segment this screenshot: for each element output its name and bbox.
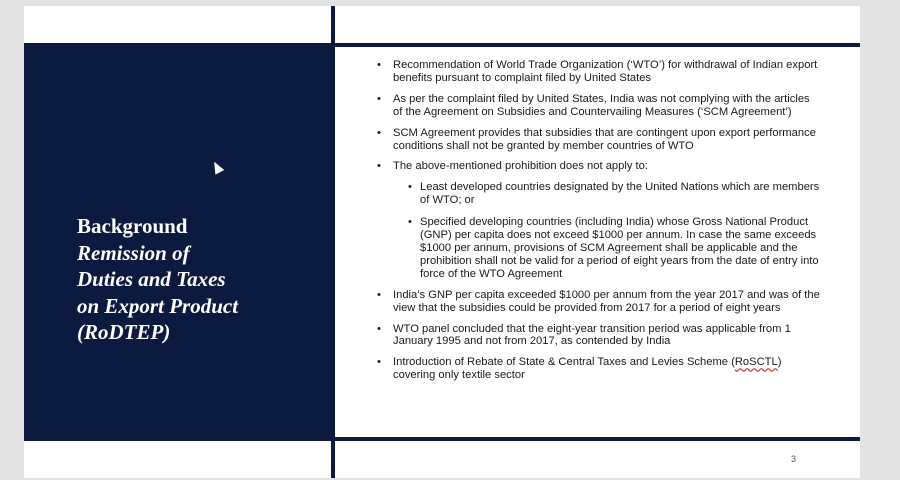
bullet-item [374, 356, 822, 382]
mouse-cursor-icon [210, 159, 224, 174]
bullet-content [374, 59, 822, 390]
title-panel [24, 43, 331, 441]
title-line-export-product: on Export Product [77, 293, 239, 318]
bottom-divider [335, 437, 860, 441]
bullet-item: • India’s GNP per capita exceeded $1000 per annum from the year 2017 and was of the view that the subsidies could be provided from 2017 for a period of eight years [374, 289, 822, 315]
bullet-list [374, 59, 822, 382]
top-divider [335, 43, 860, 47]
title-line-duties: Duties and Taxes [77, 267, 226, 291]
bullet-item-with-sublist [374, 160, 822, 280]
bullet-item: • WTO panel concluded that the eight-year transition period was applicable from 1 January 1995 and not from 2017, as contended by India [374, 323, 822, 349]
bullet-text: The above-mentioned prohibition does not apply to: [393, 160, 648, 173]
title-line-remission: Remission of [77, 240, 190, 265]
sub-bullet-item: • Specified developing countries (including India) whose Gross National Product (GNP) per capita does not exceed $1000 per annum. In case the same exceeds $1000 per annum, provisions of SCM Agreement shall be applicable and the prohibition shall not be valid for a period of eight years from the date of entry into force of the WTO Agreement [405, 216, 822, 281]
title-line-rodtep: (RoDTEP) [77, 320, 171, 344]
sub-bullet-item: • Least developed countries designated by the United Nations which are members of WTO; or [405, 181, 822, 207]
spellcheck-underlined-word: RoSCTL [734, 356, 778, 369]
page-number: 3 [791, 454, 797, 464]
bullet-item: • As per the complaint filed by United States, India was not complying with the articles of the Agreement on Subsidies and Countervailing Measures (‘SCM Agreement’) [374, 93, 822, 119]
bullet-text-part: Introduction of Rebate of State & Central Taxes and Levies Scheme ( [393, 356, 735, 369]
title-line-background: Background [77, 214, 188, 238]
bullet-item: • SCM Agreement provides that subsidies that are contingent upon export performance conditions shall not be granted by member countries of WTO [374, 127, 822, 153]
bullet-item: • Recommendation of World Trade Organization (‘WTO’) for withdrawal of Indian export benefits pursuant to complaint filed by United States [374, 59, 822, 85]
slide-title [77, 213, 238, 346]
slide [24, 6, 860, 478]
bullet-text-part: ) covering only textile sector [393, 356, 782, 382]
vertical-divider [331, 6, 335, 478]
sub-bullet-list [393, 181, 822, 280]
